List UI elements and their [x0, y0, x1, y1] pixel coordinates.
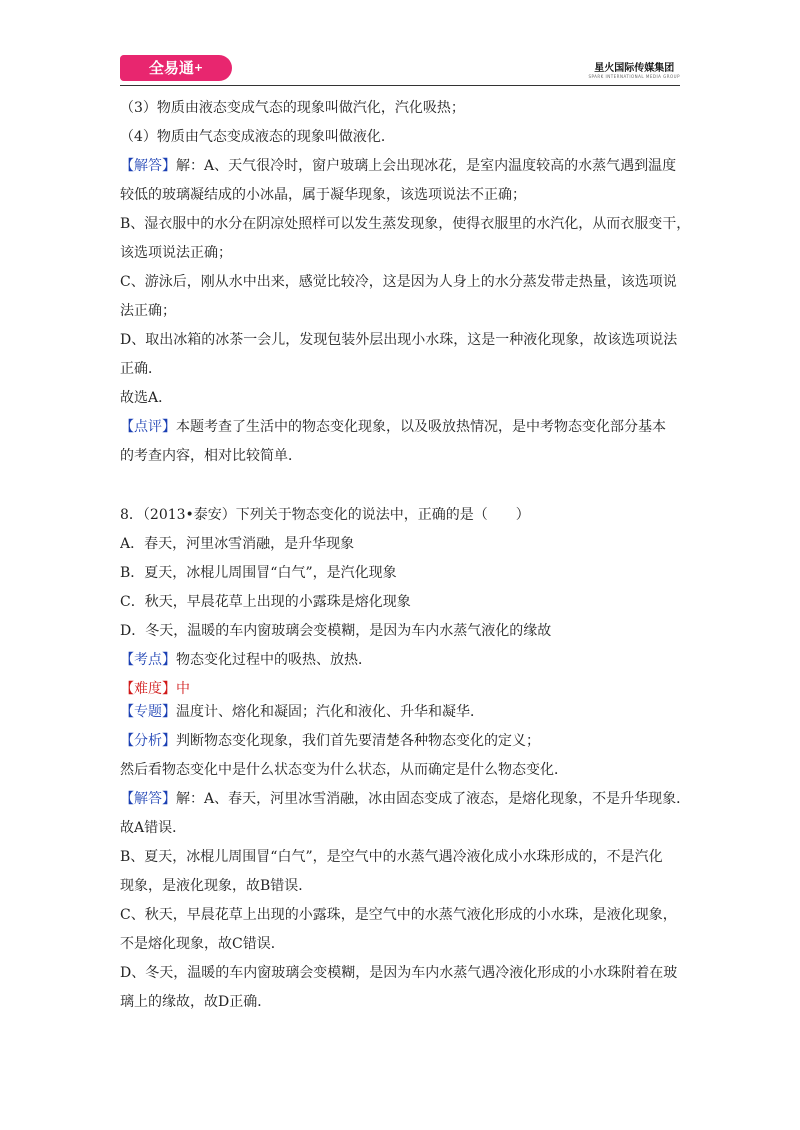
text-line: [120, 388, 172, 408]
text-line: [120, 702, 484, 722]
line-text: C、秋天，早晨花草上出现的小露珠，是空气中的水蒸气液化形成的小水珠，是液化现象，: [120, 907, 677, 923]
text-line: [120, 934, 285, 954]
page-header: [120, 55, 680, 85]
text-line: [120, 963, 677, 983]
line-text: D、冬天，温暖的车内窗玻璃会变模糊，是因为车内水蒸气遇冷液化形成的小水珠附着在玻: [120, 965, 678, 981]
text-line: [120, 185, 526, 205]
text-line: [120, 446, 302, 466]
section-tag: 【考点】: [120, 652, 176, 668]
text-line: [120, 359, 162, 379]
line-text: 然后看物态变化中是什么状态变为什么状态，从而确定是什么物态变化．: [120, 762, 568, 778]
line-text: C、游泳后，刚从水中出来，感觉比较冷，这是因为人身上的水分蒸发带走热量，该选项说: [120, 274, 677, 290]
section-tag: 【解答】: [120, 791, 176, 807]
brand-mark: [588, 59, 680, 79]
logo-plus: +: [193, 61, 204, 74]
line-text: （3）物质由液态变成气态的现象叫做汽化，汽化吸热；: [120, 100, 465, 116]
line-text: A．春天，河里冰雪消融，是升华现象: [120, 536, 355, 552]
text-line: [120, 876, 312, 896]
text-line: [120, 760, 568, 780]
text-line: [120, 592, 411, 612]
line-text: 不是熔化现象，故C错误．: [120, 936, 285, 952]
text-line: [120, 992, 271, 1012]
line-text: 现象，是液化现象，故B错误．: [120, 878, 313, 894]
section-tag: 【分析】: [120, 733, 176, 749]
text-line: [120, 330, 677, 350]
line-text: 该选项说法正确；: [120, 245, 232, 261]
line-text: D．冬天，温暖的车内窗玻璃会变模糊，是因为车内水蒸气液化的缘故: [120, 623, 552, 639]
brand-name-en: SPARK INTERNATIONAL MEDIA GROUP: [588, 74, 680, 79]
text-line: [120, 417, 666, 437]
line-text: B、湿衣服中的水分在阴凉处照样可以发生蒸发现象，使得衣服里的水汽化，从而衣服变干，: [120, 216, 691, 232]
text-line: [120, 621, 551, 641]
section-tag: 【专题】: [120, 704, 176, 720]
line-text: C．秋天，早晨花草上出现的小露珠是熔化现象: [120, 594, 411, 610]
text-line: [120, 98, 465, 118]
text-line: [120, 650, 372, 670]
line-text: 判断物态变化现象，我们首先要清楚各种物态变化的定义；: [176, 733, 540, 749]
text-line: [120, 272, 677, 292]
section-tag: 【点评】: [120, 419, 176, 435]
brand-name: 星火国际传媒集团: [594, 63, 675, 74]
text-line: [120, 243, 232, 263]
text-line: [120, 847, 663, 867]
logo: [120, 55, 232, 81]
line-text: （4）物质由气态变成液态的现象叫做液化．: [120, 129, 395, 145]
line-text: 的考查内容，相对比较简单．: [120, 448, 302, 464]
line-text: B、夏天，冰棍儿周围冒“白气”，是空气中的水蒸气遇冷液化成小水珠形成的，不是汽化: [120, 849, 663, 865]
line-text: 故A错误．: [120, 820, 187, 836]
line-text: 解：A、春天，河里冰雪消融，冰由固态变成了液态，是熔化现象，不是升华现象．: [176, 791, 691, 807]
text-line: [120, 156, 676, 176]
line-text: 8．（2013•泰安）下列关于物态变化的说法中，正确的是（ ）: [120, 507, 530, 523]
text-line: [120, 301, 176, 321]
text-line: [120, 818, 186, 838]
line-text: D、取出冰箱的冰茶一会儿，发现包装外层出现小水珠，这是一种液化现象，故该选项说法: [120, 332, 678, 348]
section-tag: 【难度】: [120, 681, 176, 697]
line-text: 正确．: [120, 361, 162, 377]
text-line: [120, 127, 395, 147]
line-text: 璃上的缘故，故D正确．: [120, 994, 272, 1010]
line-text: 物态变化过程中的吸热、放热．: [176, 652, 372, 668]
text-line: [120, 905, 677, 925]
text-line: [120, 679, 190, 699]
line-text: B．夏天，冰棍儿周围冒“白气”，是汽化现象: [120, 565, 397, 581]
text-line: [120, 563, 397, 583]
line-text: 本题考查了生活中的物态变化现象，以及吸放热情况，是中考物态变化部分基本: [176, 419, 666, 435]
line-text: 法正确；: [120, 303, 176, 319]
section-tag: 【解答】: [120, 158, 176, 174]
line-text: 故选A．: [120, 390, 173, 406]
text-line: [120, 534, 354, 554]
line-text: 较低的玻璃凝结成的小冰晶，属于凝华现象，该选项说法不正确；: [120, 187, 526, 203]
logo-text: 全易通: [148, 59, 194, 77]
header-divider: [120, 85, 680, 86]
text-line: [120, 731, 540, 751]
text-line: [120, 505, 530, 525]
text-line: [120, 214, 690, 234]
line-text: 解：A、天气很冷时，窗户玻璃上会出现冰花，是室内温度较高的水蒸气遇到温度: [176, 158, 677, 174]
line-text: 温度计、熔化和凝固；汽化和液化、升华和凝华．: [176, 704, 484, 720]
line-text: 中: [176, 681, 190, 697]
text-line: [120, 789, 690, 809]
